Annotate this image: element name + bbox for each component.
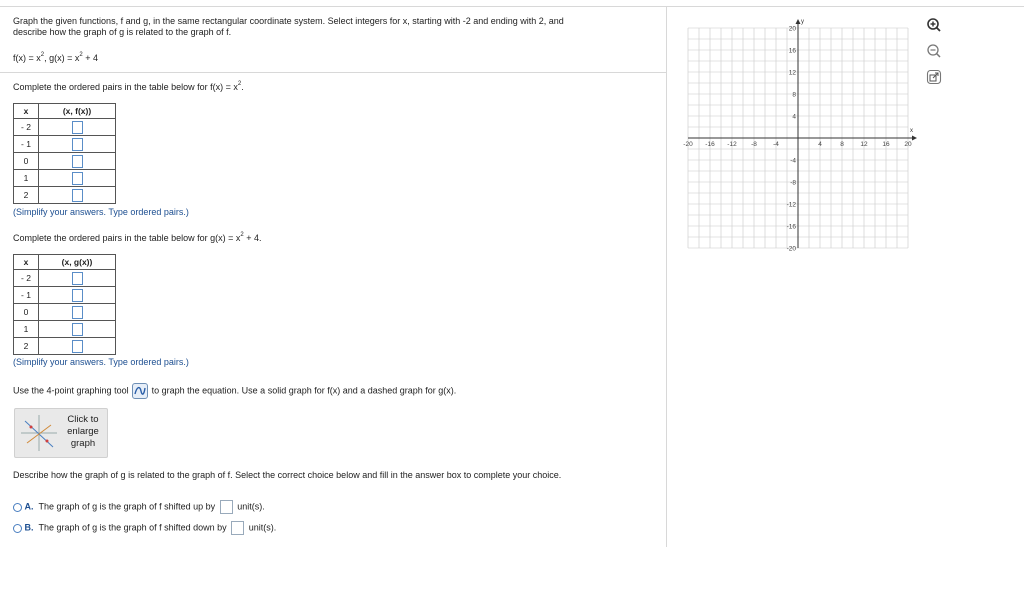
table-g-prompt-text: Complete the ordered pairs in the table below for g(x) = x — [13, 233, 241, 243]
zoom-out-icon — [926, 43, 942, 59]
x-tick-label: 12 — [860, 141, 868, 148]
table-g-x-cell: - 1 — [14, 287, 39, 304]
table-row — [14, 270, 116, 287]
table-g-answer-cell — [39, 287, 116, 304]
answer-input[interactable] — [72, 323, 83, 336]
table-row — [14, 170, 116, 187]
table-g-col-x: x — [14, 255, 39, 270]
table-g-hint: (Simplify your answers. Type ordered pairs.) — [13, 357, 189, 367]
x-tick-label: -20 — [683, 141, 693, 148]
choice-a-letter: A. — [24, 501, 34, 512]
table-g — [13, 254, 116, 355]
coordinate-graph[interactable] — [676, 16, 920, 260]
choice-b[interactable] — [13, 521, 276, 535]
table-f-col-value: (x, f(x)) — [39, 104, 116, 119]
external-link-icon — [926, 69, 942, 85]
f-exponent: 2 — [40, 52, 45, 58]
table-row — [14, 119, 116, 136]
choice-b-radio[interactable] — [13, 524, 22, 533]
question-line-1: Graph the given functions, f and g, in the same rectangular coordinate system. Select integers for x, starting with -2 and ending with 2, and — [13, 16, 564, 26]
table-f-x-cell: 0 — [14, 153, 39, 170]
x-tick-label: 8 — [840, 141, 844, 148]
y-tick-label: -4 — [790, 157, 796, 165]
answer-input[interactable] — [72, 189, 83, 202]
x-tick-label: 20 — [904, 141, 912, 148]
section-divider — [0, 72, 666, 73]
answer-input[interactable] — [72, 121, 83, 134]
table-g-x-cell: 1 — [14, 321, 39, 338]
x-tick-label: 4 — [818, 141, 822, 148]
y-tick-label: 8 — [792, 91, 796, 99]
answer-input[interactable] — [72, 272, 83, 285]
table-row — [14, 187, 116, 204]
enlarge-line-1: Click to — [67, 414, 99, 425]
choice-b-letter: B. — [24, 522, 34, 533]
table-f-answer-cell — [39, 170, 116, 187]
enlarge-line-3: graph — [70, 438, 96, 449]
table-row — [14, 136, 116, 153]
panel-divider — [666, 7, 667, 547]
x-tick-label: -12 — [727, 141, 737, 148]
question-line-2: describe how the graph of g is related to the graph of f. — [13, 27, 232, 37]
zoom-out-button[interactable] — [926, 43, 942, 59]
y-tick-label: 16 — [788, 47, 796, 55]
graph-instruction — [13, 383, 456, 399]
table-g-x-cell: - 2 — [14, 270, 39, 287]
choice-a[interactable] — [13, 500, 265, 514]
choice-b-text: The graph of g is the graph of f shifted down by — [38, 522, 227, 533]
answer-input[interactable] — [72, 138, 83, 151]
g-definition: , g(x) = x — [44, 53, 80, 63]
table-f-x-cell: 2 — [14, 187, 39, 204]
table-f-header — [14, 104, 116, 119]
table-row — [14, 287, 116, 304]
top-divider — [0, 6, 1024, 7]
y-tick-label: 20 — [788, 25, 796, 33]
choice-a-radio[interactable] — [13, 503, 22, 512]
table-f-answer-cell — [39, 153, 116, 170]
table-f-answer-cell — [39, 119, 116, 136]
graph-instruction-after: to graph the equation. Use a solid graph for f(x) and a dashed graph for g(x). — [151, 385, 457, 396]
table-g-answer-cell — [39, 304, 116, 321]
table-g-answer-cell — [39, 321, 116, 338]
describe-prompt: Describe how the graph of g is related to the graph of f. Select the correct choice below and fill in the answer box to complete your choice. — [13, 470, 562, 480]
table-g-prompt — [13, 233, 261, 243]
y-tick-label: -12 — [786, 201, 796, 209]
x-tick-label: -4 — [773, 141, 779, 148]
y-axis-label: y — [801, 19, 804, 25]
table-g-prompt-suffix: + 4. — [243, 233, 262, 243]
choice-a-answer-input[interactable] — [220, 500, 233, 514]
table-g-answer-cell — [39, 270, 116, 287]
enlarge-graph-button[interactable] — [14, 408, 108, 458]
table-g-x-cell: 0 — [14, 304, 39, 321]
answer-input[interactable] — [72, 289, 83, 302]
table-f-prompt-text: Complete the ordered pairs in the table below for f(x) = x — [13, 82, 238, 92]
table-f-hint: (Simplify your answers. Type ordered pairs.) — [13, 207, 189, 217]
table-f-x-cell: - 1 — [14, 136, 39, 153]
popout-button[interactable] — [926, 69, 942, 85]
choice-b-answer-input[interactable] — [231, 521, 244, 535]
answer-input[interactable] — [72, 155, 83, 168]
table-g-prompt-exp: 2 — [240, 232, 244, 238]
y-tick-label: 4 — [792, 113, 796, 121]
table-f-answer-cell — [39, 187, 116, 204]
x-tick-label: -8 — [751, 141, 757, 148]
table-f-x-cell: 1 — [14, 170, 39, 187]
question-text — [13, 16, 653, 38]
graph-axes — [688, 19, 917, 248]
x-axis-arrow — [912, 136, 917, 141]
graph-instruction-before: Use the 4-point graphing tool — [13, 385, 129, 396]
x-tick-label: -16 — [705, 141, 715, 148]
table-f-answer-cell — [39, 136, 116, 153]
choice-b-unit: unit(s). — [248, 522, 277, 533]
answer-input[interactable] — [72, 172, 83, 185]
table-f-x-cell: - 2 — [14, 119, 39, 136]
y-tick-label: -8 — [790, 179, 796, 187]
table-f-prompt-suffix: . — [241, 82, 244, 92]
x-axis-label: x — [910, 128, 913, 134]
function-definitions — [13, 53, 98, 63]
zoom-in-button[interactable] — [926, 17, 942, 33]
enlarge-line-2: enlarge — [67, 426, 99, 437]
table-g-answer-cell — [39, 338, 116, 355]
choice-a-unit: unit(s). — [237, 501, 265, 512]
g-definition-suffix: + 4 — [82, 53, 98, 63]
answer-input[interactable] — [72, 306, 83, 319]
zoom-in-icon — [926, 17, 942, 33]
table-g-header — [14, 255, 116, 270]
table-f-prompt-exp: 2 — [237, 81, 242, 87]
y-tick-label: -16 — [786, 223, 796, 231]
choice-a-text: The graph of g is the graph of f shifted up by — [38, 501, 216, 512]
y-axis-arrow — [796, 19, 801, 24]
enlarge-button-label — [61, 414, 105, 450]
graph-thumbnail-icon — [19, 413, 59, 453]
table-f-prompt — [13, 82, 244, 92]
y-tick-label: 12 — [788, 69, 796, 77]
graphing-tool-icon[interactable] — [132, 383, 148, 399]
table-f-col-x: x — [14, 104, 39, 119]
table-row — [14, 153, 116, 170]
table-g-x-cell: 2 — [14, 338, 39, 355]
answer-input[interactable] — [72, 340, 83, 353]
table-row — [14, 321, 116, 338]
table-row — [14, 338, 116, 355]
y-tick-label: -20 — [786, 245, 796, 253]
table-row — [14, 304, 116, 321]
f-definition: f(x) = x — [13, 53, 41, 63]
g-exponent: 2 — [79, 52, 83, 58]
table-f — [13, 103, 116, 204]
table-g-col-value: (x, g(x)) — [39, 255, 116, 270]
x-tick-label: 16 — [882, 141, 890, 148]
